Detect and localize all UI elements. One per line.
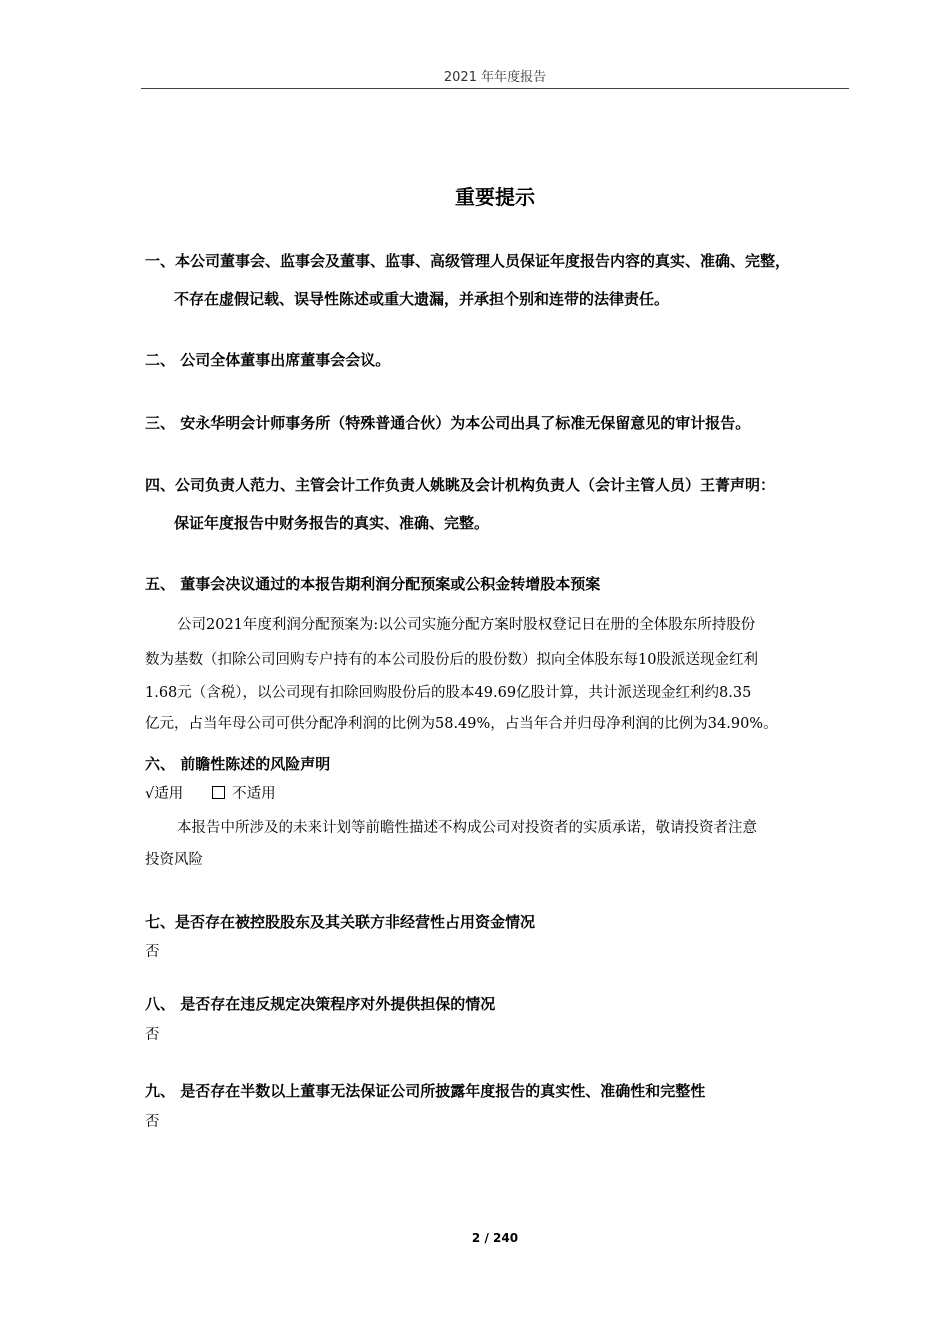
running-header: 2021 年年度报告 [443, 70, 547, 85]
item-eight-heading: 八、 是否存在违反规定决策程序对外提供担保的情况 [145, 995, 496, 1013]
item-seven-heading: 七、是否存在被控股股东及其关联方非经营性占用资金情况 [145, 913, 536, 931]
item-six-body-line1: 本报告中所涉及的未来计划等前瞻性描述不构成公司对投资者的实质承诺，敬请投资者注意 [177, 820, 757, 836]
item-one-line1: 一、本公司董事会、监事会及董事、监事、高级管理人员保证年度报告内容的真实、准确、完整， [145, 252, 791, 270]
item-nine-answer: 否 [145, 1114, 160, 1130]
item-four-line1: 四、公司负责人范力、主管会计工作负责人姚眺及会计机构负责人（会计主管人员）王菁声明： [145, 476, 776, 494]
item-seven-answer: 否 [145, 944, 160, 960]
item-five-body-line4: 亿元，占当年母公司可供分配净利润的比例为58.49%，占当年合并归母净利润的比例为34.90%。 [145, 716, 778, 732]
item-five-body-line3: 1.68元（含税），以公司现有扣除回购股份后的股本49.69亿股计算，共计派送现金红利约8.35 [145, 685, 752, 701]
not-applicable-option: 不适用 [232, 786, 276, 802]
item-five-body-line1: 公司2021年度利润分配预案为:以公司实施分配方案时股权登记日在册的全体股东所持股份 [177, 617, 756, 633]
item-six-body-line2: 投资风险 [145, 852, 203, 868]
applicability-options [145, 784, 276, 804]
item-four-line2: 保证年度报告中财务报告的真实、准确、完整。 [174, 514, 490, 532]
item-six-heading: 六、 前瞻性陈述的风险声明 [145, 755, 331, 773]
header-divider [141, 88, 849, 89]
item-nine-heading: 九、 是否存在半数以上董事无法保证公司所披露年度报告的真实性、准确性和完整性 [145, 1082, 706, 1100]
item-two: 二、 公司全体董事出席董事会会议。 [145, 351, 391, 369]
item-eight-answer: 否 [145, 1027, 160, 1043]
unchecked-box-icon [212, 786, 225, 799]
item-five-body-line2: 数为基数（扣除公司回购专户持有的本公司股份后的股份数）拟向全体股东每10股派送现金红利 [145, 652, 758, 668]
item-one-line2: 不存在虚假记载、误导性陈述或重大遗漏，并承担个别和连带的法律责任。 [174, 290, 670, 308]
item-five-heading: 五、 董事会决议通过的本报告期利润分配预案或公积金转增股本预案 [145, 575, 601, 593]
page-number: 2 / 240 [471, 1231, 519, 1245]
item-three: 三、 安永华明会计师事务所（特殊普通合伙）为本公司出具了标准无保留意见的审计报告。 [145, 414, 751, 432]
applicable-option: √适用 [145, 786, 184, 802]
page-title: 重要提示 [455, 185, 535, 209]
